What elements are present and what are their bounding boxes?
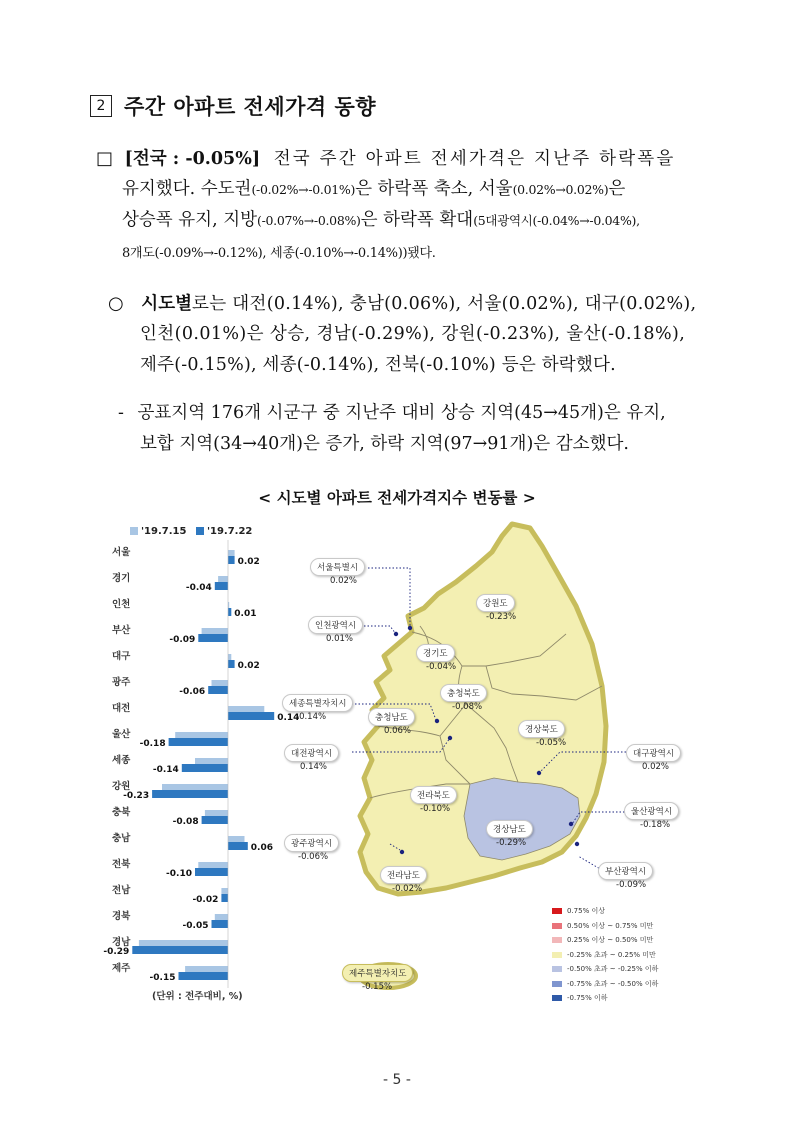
region-label-jeonbuk: 전라북도 [410, 786, 457, 804]
region-value-busan: -0.09% [616, 880, 647, 890]
national-text-1: 전국 주간 아파트 전세가격은 지난주 하락폭을 [273, 149, 676, 169]
map-legend-label: 0.75% 이상 [567, 907, 605, 915]
map-legend-swatch [552, 966, 562, 972]
map-legend-item [552, 979, 658, 989]
region-value-gyeongnam: -0.29% [496, 838, 527, 848]
map-legend-swatch [552, 995, 562, 1001]
bar-prev-week [205, 810, 228, 816]
national-text-2c: 은 하락폭 축소, 서울 [355, 179, 513, 199]
regional-bold: 시도별 [141, 294, 193, 314]
national-text-2d: (0.02%→0.02%) [512, 182, 609, 197]
bar-chart-svg [103, 540, 300, 1010]
bar-prev-week [185, 966, 228, 972]
bar-prev-week [218, 576, 228, 582]
bar-prev-week [228, 550, 235, 556]
region-value-daegu: 0.02% [642, 762, 670, 772]
region-label-gyeongnam: 경상남도 [486, 820, 533, 838]
data-label: -0.05 [182, 921, 209, 931]
region-label-busan: 부산광역시 [598, 862, 653, 880]
national-text-2b: (-0.02%→-0.01%) [251, 182, 356, 197]
category-label: 전북 [112, 859, 131, 870]
korea-map [280, 516, 700, 1006]
map-legend-swatch [552, 937, 562, 943]
data-label: -0.09 [169, 635, 196, 645]
section-heading [90, 88, 710, 124]
map-legend-label: 0.50% 이상 ~ 0.75% 미만 [567, 921, 654, 930]
category-label: 제주 [112, 963, 131, 974]
bar-curr-week [152, 790, 228, 798]
region-label-daejeon: 대전광역시 [284, 744, 339, 762]
region-value-jeonnam: -0.02% [392, 884, 423, 894]
national-text-2e: 은 [608, 179, 626, 199]
bar-curr-week [198, 634, 228, 642]
region-label-daegu: 대구광역시 [626, 744, 681, 762]
section-title: 주간 아파트 전세가격 동향 [124, 95, 377, 119]
data-label: -0.10 [166, 869, 192, 879]
bar-curr-week [182, 764, 228, 772]
category-label: 대구 [112, 651, 131, 662]
region-label-chungbuk: 충청북도 [440, 684, 487, 702]
legend-label-curr: '19.7.22 [206, 526, 253, 537]
category-label: 충남 [112, 833, 131, 844]
category-label: 충북 [112, 807, 131, 818]
data-label: -0.04 [185, 583, 212, 593]
region-value-chungbuk: -0.08% [452, 702, 483, 712]
bar-curr-week [228, 842, 248, 850]
data-label: -0.08 [172, 817, 199, 827]
bar-prev-week [228, 654, 231, 660]
bar-prev-week [195, 758, 228, 764]
region-value-gyeonggi: -0.04% [426, 662, 457, 672]
region-label-gwangju: 광주광역시 [284, 834, 339, 852]
map-legend-swatch [552, 923, 562, 929]
region-label-ulsan: 울산광역시 [624, 802, 679, 820]
bar-curr-week [228, 660, 235, 668]
data-label: -0.23 [123, 791, 150, 801]
category-label: 경기 [112, 573, 131, 584]
region-value-daejeon: 0.14% [300, 762, 328, 772]
districts-line-2: 보합 지역(34→40개)은 증가, 하락 지역(97→91개)은 감소했다. [140, 434, 629, 454]
region-value-gangwon: -0.23% [486, 612, 517, 622]
bar-curr-week [228, 712, 274, 720]
region-label-seoul: 서울특별시 [310, 558, 365, 576]
map-legend-item [552, 950, 656, 960]
region-label-jeju: 제주특별자치도 [342, 964, 413, 982]
bar-curr-week [195, 868, 228, 876]
category-label: 경남 [112, 937, 131, 948]
category-label: 서울 [112, 547, 131, 558]
category-label: 강원 [112, 781, 131, 792]
region-label-jeonnam: 전라남도 [380, 866, 427, 884]
region-value-gyeongbuk: -0.05% [536, 738, 567, 748]
map-legend-item [552, 935, 653, 945]
region-label-sejong: 세종특별자치시 [282, 694, 353, 712]
bar-curr-week [208, 686, 228, 694]
data-label: -0.14 [152, 765, 179, 775]
regional-text-1: 로는 대전(0.14%), 충남(0.06%), 서울(0.02%), 대구(0.02%), [192, 294, 697, 314]
map-legend-label: -0.75% 초과 ~ -0.50% 이하 [567, 979, 659, 988]
map-legend-label: -0.50% 초과 ~ -0.25% 이하 [567, 965, 659, 973]
region-value-jeju: -0.15% [362, 982, 393, 992]
districts-text-1: 공표지역 176개 시군구 중 지난주 대비 상승 지역(45→45개)은 유지, [137, 403, 666, 423]
regional-line-1 [108, 288, 696, 320]
data-label: 0.02 [237, 557, 260, 567]
regional-line-3: 제주(-0.15%), 세종(-0.14%), 전북(-0.10%) 등은 하락했다. [140, 355, 616, 375]
bar-curr-week [212, 920, 229, 928]
data-label: -0.18 [139, 739, 166, 749]
category-label: 대전 [112, 703, 131, 714]
bar-curr-week [228, 556, 235, 564]
bar-curr-week [132, 946, 228, 954]
bar-prev-week [221, 888, 228, 894]
region-label-gyeongbuk: 경상북도 [518, 720, 565, 738]
national-text-3d: (5대광역시(-0.04%→-0.04%), [473, 213, 640, 228]
map-legend-label: -0.75% 이하 [567, 994, 608, 1002]
map-legend-swatch [552, 981, 562, 987]
bar-prev-week [228, 706, 264, 712]
bar-prev-week [228, 836, 245, 842]
circle-bullet: ○ [108, 293, 124, 314]
national-line-3 [122, 205, 640, 236]
data-label: 0.01 [234, 609, 257, 619]
chart-unit-label: (단위 : 전주대비, %) [152, 991, 243, 1002]
data-label: 0.06 [250, 843, 274, 853]
bar-prev-week [212, 680, 229, 686]
data-label: 0.02 [237, 661, 260, 671]
bar-prev-week [162, 784, 228, 790]
category-label: 경북 [112, 911, 131, 922]
region-value-seoul: 0.02% [330, 576, 358, 586]
map-legend-item [552, 993, 608, 1003]
bar-curr-week [221, 894, 228, 902]
data-label: -0.02 [192, 895, 219, 905]
national-line-1 [96, 143, 676, 175]
data-label: -0.29 [103, 947, 130, 957]
region-label-incheon: 인천광역시 [308, 616, 363, 634]
region-value-incheon: 0.01% [326, 634, 354, 644]
region-value-jeonbuk: -0.10% [420, 804, 451, 814]
category-label: 세종 [112, 755, 131, 766]
map-legend-label: 0.25% 이상 ~ 0.50% 미만 [567, 936, 654, 944]
bar-chart [103, 516, 300, 1006]
bar-curr-week [215, 582, 228, 590]
national-line-2 [122, 174, 625, 205]
national-line-4: 8개도(-0.09%→-0.12%), 세종(-0.10%→-0.14%))됐다. [122, 246, 436, 261]
square-bullet: □ [96, 148, 114, 169]
map-legend-swatch [552, 908, 562, 914]
data-label: -0.15 [149, 973, 176, 983]
national-label: [전국 : -0.05%] [124, 149, 261, 169]
legend-swatch-curr [196, 527, 204, 535]
national-text-3b: (-0.07%→-0.08%) [257, 213, 361, 228]
category-label: 전남 [112, 885, 131, 896]
bar-curr-week [202, 816, 228, 824]
region-value-ulsan: -0.18% [640, 820, 671, 830]
national-text-3c: 은 하락폭 확대 [360, 210, 474, 230]
bar-prev-week [139, 940, 228, 946]
legend-swatch-prev [130, 527, 138, 535]
national-text-2a: 유지했다. 수도권 [122, 179, 252, 199]
region-value-chungnam: 0.06% [384, 726, 412, 736]
chart-legend [130, 526, 252, 537]
legend-label-prev: '19.7.15 [141, 526, 187, 537]
region-value-gwangju: -0.06% [298, 852, 329, 862]
category-label: 부산 [112, 625, 131, 636]
category-label: 인천 [112, 599, 131, 610]
region-label-gangwon: 강원도 [476, 594, 515, 612]
national-text-3a: 상승폭 유지, 지방 [122, 210, 258, 230]
region-label-chungnam: 충청남도 [368, 708, 415, 726]
data-label: -0.06 [179, 687, 206, 697]
figure-caption: < 시도별 아파트 전세가격지수 변동률 > [258, 489, 536, 507]
data-label: 0.14 [277, 713, 300, 723]
map-legend-item [552, 921, 653, 931]
map-legend-swatch [552, 952, 562, 958]
bar-curr-week [228, 608, 231, 616]
dash-bullet: - [118, 403, 124, 423]
map-legend [552, 906, 692, 1016]
bar-curr-week [179, 972, 229, 980]
bar-prev-week [175, 732, 228, 738]
bar-prev-week [202, 628, 228, 634]
page-number: - 5 - [383, 1072, 411, 1088]
map-legend-item [552, 906, 605, 916]
map-legend-item [552, 964, 658, 974]
region-value-sejong: -0.14% [296, 712, 327, 722]
regional-line-2: 인천(0.01%)은 상승, 경남(-0.29%), 강원(-0.23%), 울산(-0.18%), [140, 324, 686, 344]
section-number: 2 [90, 95, 112, 117]
bar-prev-week [198, 862, 228, 868]
category-label: 광주 [112, 677, 131, 688]
bar-prev-week [215, 914, 228, 920]
region-label-gyeonggi: 경기도 [416, 644, 455, 662]
category-label: 울산 [112, 729, 131, 740]
map-legend-label: -0.25% 초과 ~ 0.25% 미만 [567, 950, 656, 959]
districts-line-1 [118, 398, 666, 429]
bar-curr-week [169, 738, 228, 746]
